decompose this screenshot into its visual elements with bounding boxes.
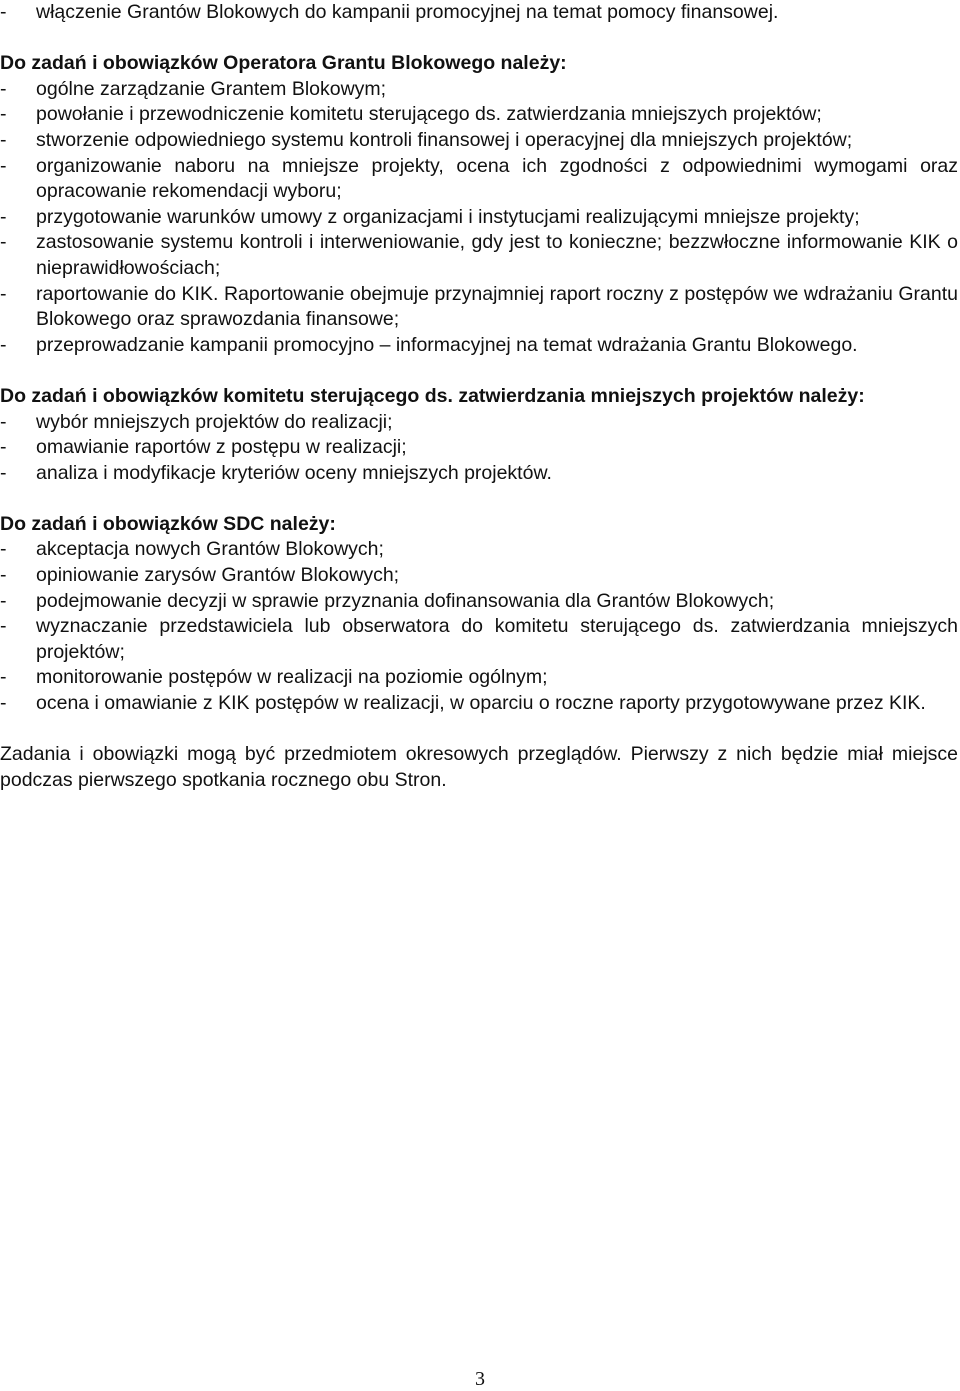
list-item: - włączenie Grantów Blokowych do kampanii promocyjnej na temat pomocy finansowej. [0, 0, 958, 26]
list-item: - podejmowanie decyzji w sprawie przyznania dofinansowania dla Grantów Blokowych; [0, 589, 958, 615]
spacer [0, 486, 958, 512]
section-list [0, 410, 958, 487]
spacer [0, 358, 958, 384]
spacer [0, 717, 958, 743]
section-heading: Do zadań i obowiązków SDC należy: [0, 512, 336, 535]
section-steering-committee [0, 384, 958, 486]
intro-list [0, 0, 958, 26]
list-item: - wybór mniejszych projektów do realizacji; [0, 410, 958, 436]
list-item: - zastosowanie systemu kontroli i interweniowanie, gdy jest to konieczne; bezzwłoczne informowanie KIK o nieprawidłowościach; [0, 230, 958, 281]
list-item: - ocena i omawianie z KIK postępów w realizacji, w oparciu o roczne raporty przygotowywane przez KIK. [0, 691, 958, 717]
list-item: - monitorowanie postępów w realizacji na poziomie ogólnym; [0, 665, 958, 691]
section-heading: Do zadań i obowiązków komitetu sterującego ds. zatwierdzania mniejszych projektów należy: [0, 384, 865, 407]
list-item: - wyznaczanie przedstawiciela lub obserwatora do komitetu sterującego ds. zatwierdzania mniejszych projektów; [0, 614, 958, 665]
closing-paragraph: Zadania i obowiązki mogą być przedmiotem okresowych przeglądów. Pierwszy z nich będzie miał miejsce podczas pierwszego spotkania rocznego obu Stron. [0, 743, 958, 791]
list-item: - przeprowadzanie kampanii promocyjno – informacyjnej na temat wdrażania Grantu Blokowego. [0, 333, 958, 359]
list-item: - organizowanie naboru na mniejsze projekty, ocena ich zgodności z odpowiednimi wymogami oraz opracowanie rekomendacji wyboru; [0, 154, 958, 205]
section-operator [0, 51, 958, 358]
page-number: 3 [475, 1368, 485, 1390]
section-list [0, 537, 958, 716]
list-item: - raportowanie do KIK. Raportowanie obejmuje przynajmniej raport roczny z postępów we wdrażaniu Grantu Blokowego oraz sprawozdania finansowe; [0, 282, 958, 333]
list-item: - opiniowanie zarysów Grantów Blokowych; [0, 563, 958, 589]
spacer [0, 26, 958, 52]
list-item: - akceptacja nowych Grantów Blokowych; [0, 537, 958, 563]
list-item: - przygotowanie warunków umowy z organizacjami i instytucjami realizującymi mniejsze projekty; [0, 205, 958, 231]
list-item: - analiza i modyfikacje kryteriów oceny mniejszych projektów. [0, 461, 958, 487]
list-item: - ogólne zarządzanie Grantem Blokowym; [0, 77, 958, 103]
list-item: - omawianie raportów z postępu w realizacji; [0, 435, 958, 461]
section-list [0, 77, 958, 359]
section-sdc [0, 512, 958, 717]
list-item: - powołanie i przewodniczenie komitetu sterującego ds. zatwierdzania mniejszych projektów; [0, 102, 958, 128]
list-item: - stworzenie odpowiedniego systemu kontroli finansowej i operacyjnej dla mniejszych projektów; [0, 128, 958, 154]
section-heading: Do zadań i obowiązków Operatora Grantu Blokowego należy: [0, 52, 567, 75]
